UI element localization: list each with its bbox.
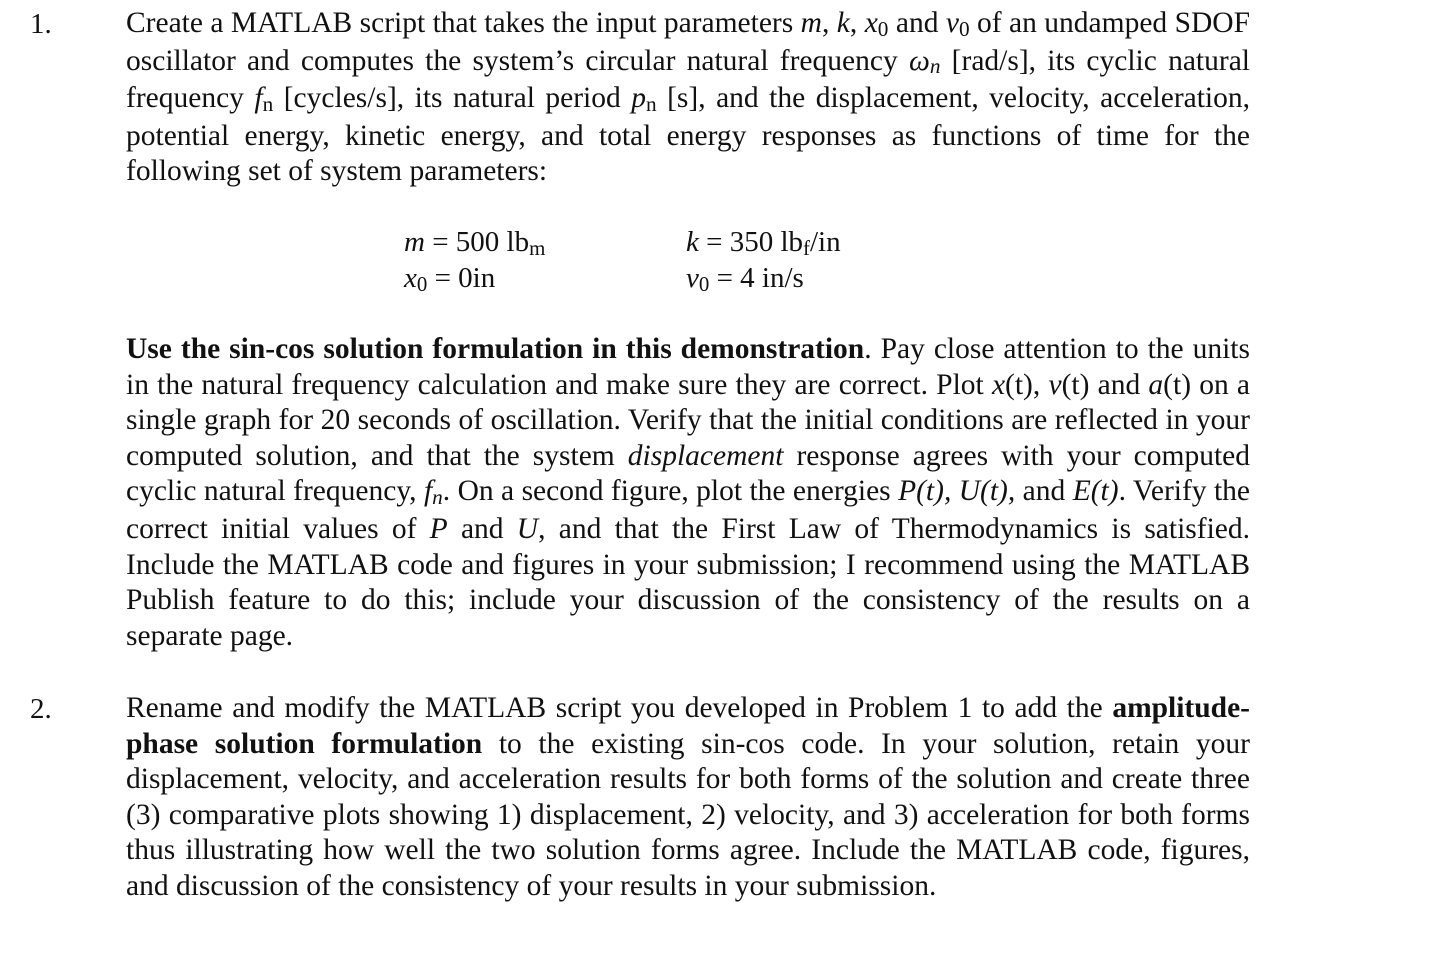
param-initial-velocity: v0 = 4 in/s bbox=[686, 262, 804, 296]
problem-1-intro: Create a MATLAB script that takes the input parameters m, k, x0 and v0 of an undamped SDOF oscillator and computes the system’s circular natural frequency ωn [rad/s], its cyclic natural frequency fn [cycles/s], its natural period pn [s], and the displacement, velocity, acceleration, potential energy, kinetic energy, and total energy responses as functions of time for the following set of system parameters: bbox=[126, 7, 1251, 188]
param-stiffness: k = 350 lbf/in bbox=[686, 226, 841, 260]
param-mass: m = 500 lbm bbox=[404, 226, 546, 260]
problem-1-instructions: Use the sin-cos solution formulation in this demonstration. Pay close attention to the units in the natural frequency calculation and make sure they are correct. Plot x(t), v(t) and a(t) on a single graph for 20 seconds of oscillation. Verify that the initial conditions are reflected in your computed solution, and that the system displacement response agrees with your computed cyclic natural frequency, fn. On a second figure, plot the energies P(t), U(t), and E(t). Verify the correct initial values of P and U, and that the First Law of Thermodynamics is satisfied. Include the MATLAB code and figures in your submission; I recommend using the MATLAB Publish feature to do this; include your discussion of the consistency of the results on a separate page. bbox=[126, 333, 1251, 652]
problem-number: 1. bbox=[30, 8, 52, 40]
problem-2-text: Rename and modify the MATLAB script you developed in Problem 1 to add the amplitude-phase solution formulation to the existing sin-cos code. In your solution, retain your displacement, velocity, and acceleration results for both forms of the solution and create three (3) comparative plots showing 1) displacement, 2) velocity, and 3) acceleration for both forms thus illustrating how well the two solution forms agree. Include the MATLAB code, figures, and discussion of the consistency of your results in your submission. bbox=[126, 692, 1250, 902]
param-initial-displacement: x0 = 0in bbox=[404, 262, 496, 296]
problem-number: 2. bbox=[30, 693, 52, 725]
